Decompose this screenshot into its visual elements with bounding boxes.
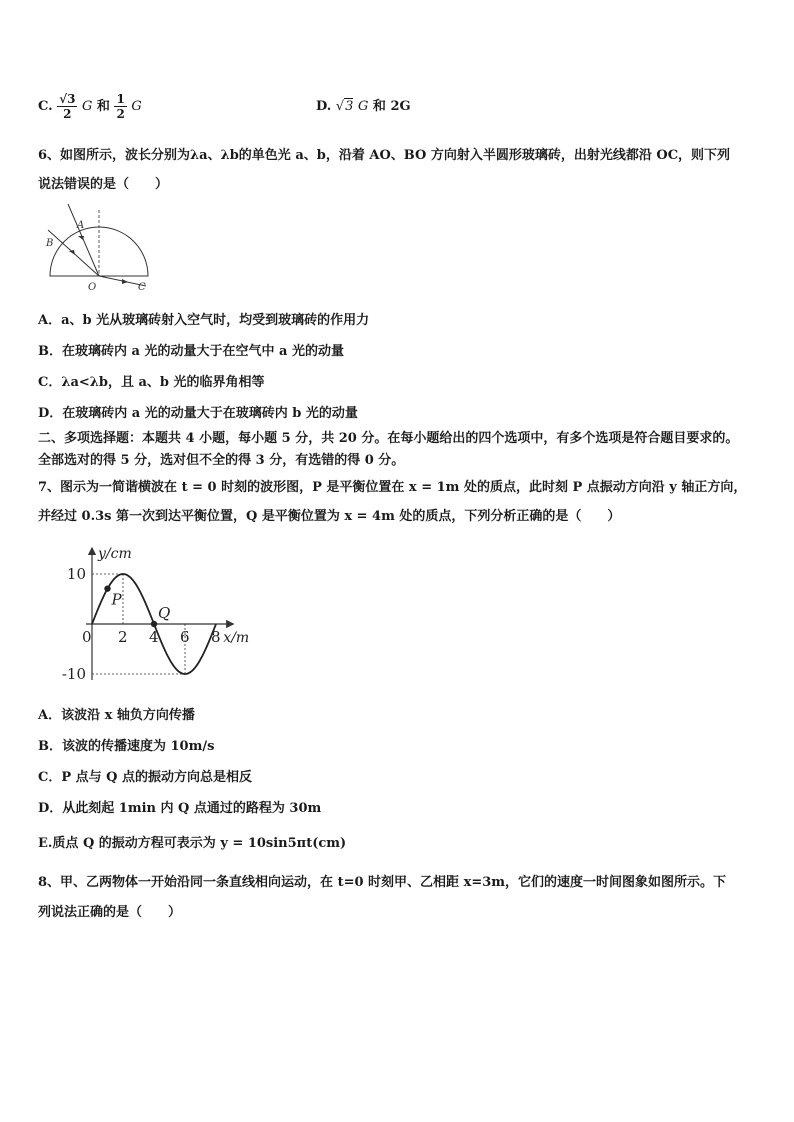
ray-a: [68, 204, 99, 276]
q5-option-d-letter: D.: [316, 99, 332, 114]
q6-option-b: B．在玻璃砖内 a 光的动量大于在空气中 a 光的动量: [38, 344, 344, 359]
point-label-q: Q: [158, 604, 171, 622]
q5-option-d-g1: G: [357, 99, 369, 114]
label-C: C: [138, 282, 146, 293]
x-tick-6: 6: [180, 628, 190, 646]
label-A: A: [77, 220, 85, 231]
point-q: [151, 621, 157, 627]
y-axis-label: y/cm: [98, 546, 132, 562]
q5-option-c-and: 和: [96, 99, 110, 114]
label-O: O: [88, 282, 97, 293]
q6-stem-line1: 6、如图所示，波长分别为λa、λb的单色光 a、b，沿着 AO、BO 方向射入半圆形玻璃砖，出射光线都沿 OC，则下列: [38, 148, 731, 163]
q7-stem-line2: 并经过 0.3s 第一次到达平衡位置，Q 是平衡位置为 x = 4m 处的质点，下列分析正确的是（ ）: [38, 509, 621, 524]
q5-option-c-den1: 2: [63, 107, 72, 121]
y-tick--10: -10: [61, 665, 86, 683]
q5-option-c-letter: C.: [38, 99, 53, 114]
q7-option-b: B．该波的传播速度为 10m/s: [38, 739, 215, 754]
q6-option-c: C．λa<λb，且 a、b 光的临界角相等: [38, 375, 265, 390]
q7-stem-line1: 7、图示为一简谐横波在 t = 0 时刻的波形图，P 是平衡位置在 x = 1m 处的质点，此时刻 P 点振动方向沿 y 轴正方向，: [38, 480, 747, 495]
q6-option-d: D．在玻璃砖内 a 光的动量大于在玻璃砖内 b 光的动量: [38, 406, 358, 421]
q8-stem-line2: 列说法正确的是（ ）: [38, 905, 182, 920]
q7-option-a: A．该波沿 x 轴负方向传播: [38, 708, 195, 723]
q8-stem-line1: 8、甲、乙两物体一开始沿同一条直线相向运动，在 t=0 时刻甲、乙相距 x=3m，它们的速度一时间图象如图所示。下: [38, 875, 727, 890]
q5-option-c-fraction-2: [114, 92, 126, 121]
section2-line1: 二、多项选择题：本题共 4 小题，每小题 5 分，共 20 分。在每小题给出的四个选项中，有多个选项是符合题目要求的。: [38, 431, 739, 446]
q5-option-c: [38, 92, 142, 121]
q5-option-d-sqrt: √: [335, 99, 345, 114]
x-tick-0: 0: [82, 628, 92, 646]
q5-option-c-num2: 1: [116, 92, 125, 106]
x-axis-label: x/m: [223, 630, 250, 646]
point-p: [104, 585, 110, 591]
q5-option-c-fraction-1: [57, 92, 77, 121]
q5-option-c-den2: 2: [116, 107, 125, 121]
q6-figure: [42, 200, 162, 296]
q5-option-c-g2: G: [131, 99, 142, 114]
q7-wave-chart: [52, 540, 274, 690]
x-tick-8: 8: [211, 628, 221, 646]
x-tick-4: 4: [149, 628, 159, 646]
q6-stem-line2: 说法错误的是（ ）: [38, 177, 169, 192]
point-label-p: P: [111, 590, 122, 609]
label-B: B: [46, 238, 54, 249]
q7-option-c: C．P 点与 Q 点的振动方向总是相反: [38, 770, 253, 785]
q5-option-d-and: 和: [372, 99, 386, 114]
q5-option-d-val2: 2G: [390, 99, 411, 114]
arrow-a: [78, 236, 84, 240]
q5-option-d: [316, 98, 411, 116]
q6-option-a: A．a、b 光从玻璃砖射入空气时，均受到玻璃砖的作用力: [38, 313, 370, 328]
arrow-b: [69, 250, 75, 255]
q5-option-c-num1: √3: [59, 92, 76, 106]
q7-option-d: D．从此刻起 1min 内 Q 点通过的路程为 30m: [38, 801, 322, 816]
q7-option-e: E.质点 Q 的振动方程可表示为 y = 10sin5πt(cm): [38, 836, 347, 851]
section2-line2: 全部选对的得 5 分，选对但不全的得 3 分，有选错的得 0 分。: [38, 453, 405, 468]
q5-option-d-radicand: 3: [345, 99, 354, 114]
y-tick-10: 10: [66, 565, 86, 583]
x-tick-2: 2: [118, 628, 128, 646]
q5-option-c-g1: G: [81, 99, 93, 114]
